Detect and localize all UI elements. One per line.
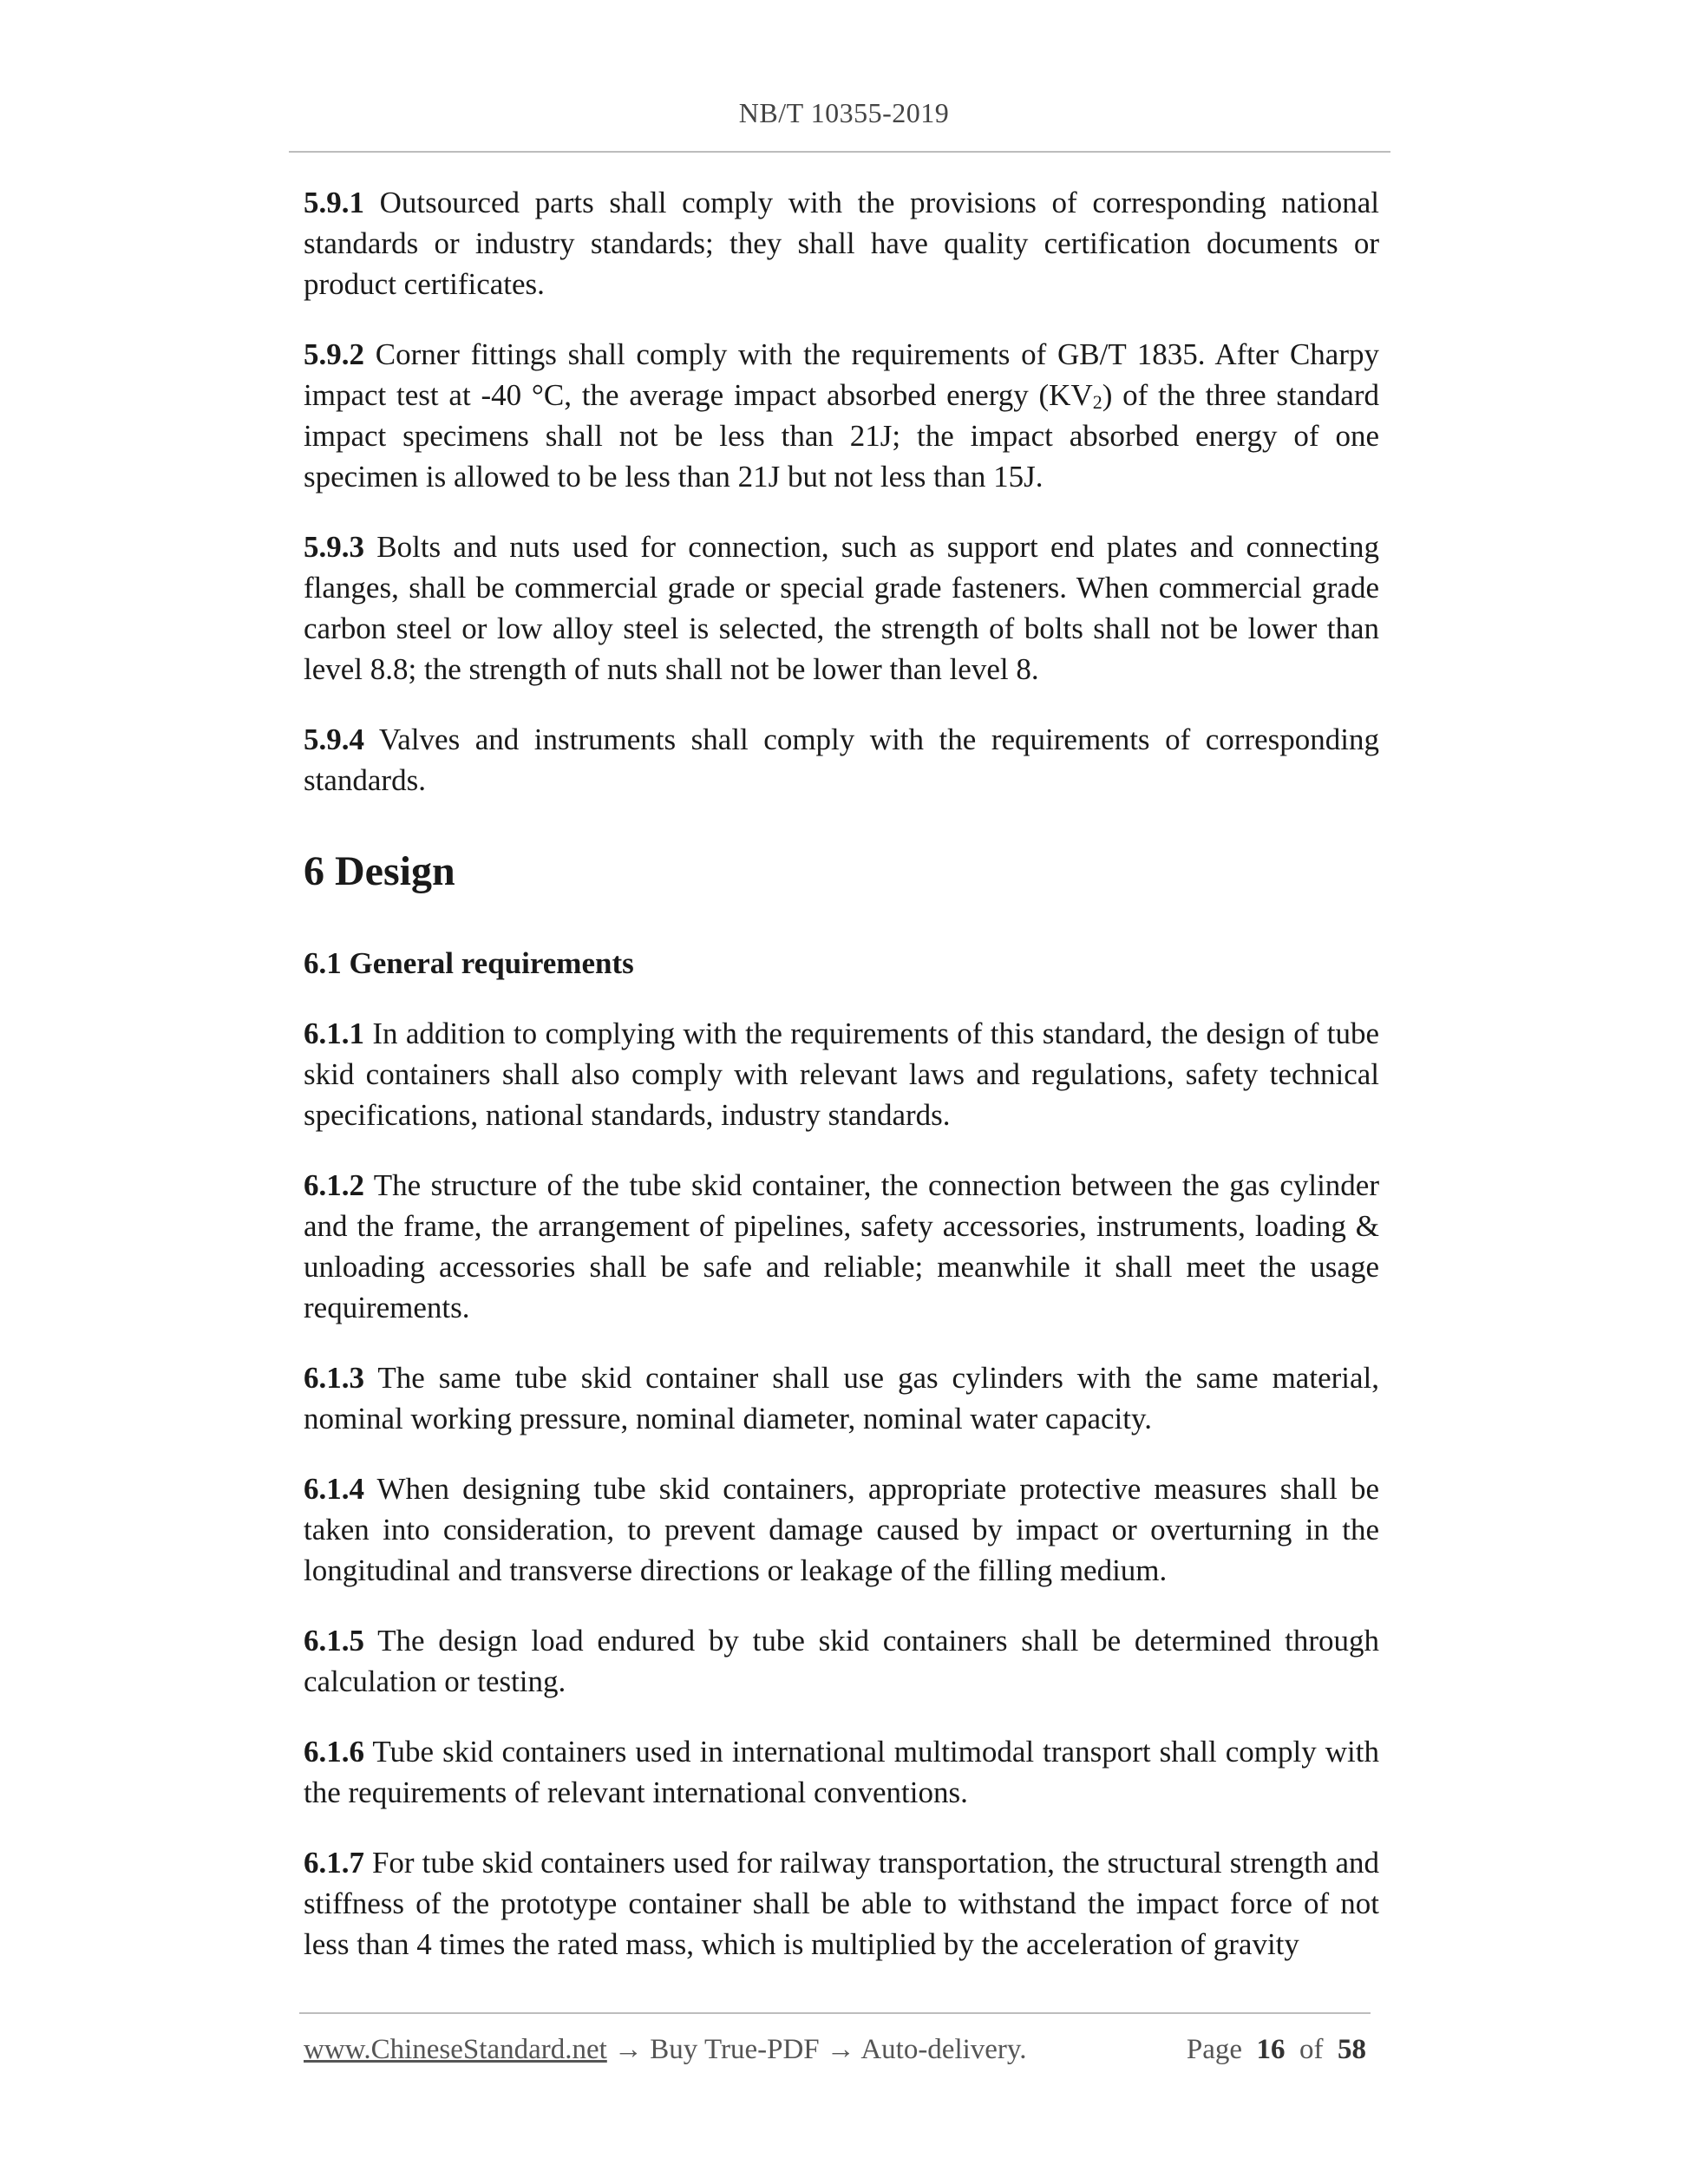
clause-5-9-2	[304, 334, 1379, 497]
footer-promo	[304, 2030, 1027, 2069]
clause-text: For tube skid containers used for railway transportation, the structural strength and stiffness of the prototype container shall be able to withstand the impact force of not less than 4 times the rated mass, which is multiplied by the acceleration of gravity	[304, 1846, 1379, 1961]
page-label: Page	[1186, 2034, 1242, 2065]
clause-number: 5.9.1	[304, 186, 364, 219]
clause-6-1-4	[304, 1468, 1379, 1591]
clause-number: 6.1.7	[304, 1846, 364, 1880]
clause-number: 6.1.5	[304, 1624, 364, 1658]
clause-text: In addition to complying with the requirements of this standard, the design of tube skid containers shall also comply with relevant laws and regulations, safety technical specifications, national standards, industry standards.	[304, 1017, 1379, 1132]
clause-6-1-6	[304, 1731, 1379, 1813]
document-id-header: NB/T 10355-2019	[738, 97, 950, 128]
header-divider	[289, 151, 1390, 153]
clause-text: The same tube skid container shall use gas cylinders with the same material, nominal working pressure, nominal diameter, nominal water capacity.	[304, 1361, 1379, 1435]
arrow-right-icon: →	[614, 2034, 644, 2065]
clause-text: The design load endured by tube skid containers shall be determined through calculation or testing.	[304, 1624, 1379, 1698]
clause-text: Corner fittings shall comply with the requirements of GB/T 1835. After Charpy impact test at -40 °C, the average impact absorbed energy (KV	[304, 337, 1379, 412]
chapter-heading: 6 Design	[304, 848, 455, 894]
clause-text: Valves and instruments shall comply with the requirements of corresponding standards.	[304, 723, 1379, 797]
clause-number: 6.1.6	[304, 1735, 364, 1769]
total-pages: 58	[1338, 2034, 1366, 2065]
subscript: 2	[1092, 391, 1102, 413]
clause-6-1-5	[304, 1620, 1379, 1702]
clause-number: 6.1.4	[304, 1472, 364, 1506]
clause-6-1-2	[304, 1165, 1379, 1328]
subsection-heading: 6.1 General requirements	[304, 946, 634, 980]
clause-text: Bolts and nuts used for connection, such as support end plates and connecting flanges, shall be commercial grade or special grade fasteners. When commercial grade carbon steel or low alloy steel is selected, the strength of bolts shall not be lower than level 8.8; the strength of nuts shall not be lower than level 8.	[304, 530, 1379, 686]
clause-6-1-7	[304, 1842, 1379, 1965]
clause-text: Tube skid containers used in international multimodal transport shall comply with the requirements of relevant international conventions.	[304, 1735, 1379, 1809]
page-indicator	[1187, 2030, 1366, 2069]
clause-number: 5.9.4	[304, 723, 364, 756]
current-page-number: 16	[1256, 2034, 1286, 2065]
clause-number: 6.1.2	[304, 1168, 364, 1202]
clause-number: 5.9.2	[304, 337, 364, 371]
footer-divider	[299, 2012, 1371, 2014]
clause-text: When designing tube skid containers, appropriate protective measures shall be taken into consideration, to prevent damage caused by impact or overturning in the longitudinal and transverse directions or leakage of the filling medium.	[304, 1472, 1379, 1587]
document-body	[304, 182, 1379, 1994]
clause-6-1-1	[304, 1013, 1379, 1135]
site-link[interactable]: www.ChineseStandard.net	[304, 2034, 607, 2065]
arrow-right-icon: →	[826, 2034, 855, 2065]
clause-5-9-1	[304, 182, 1379, 304]
clause-text-continued: ) of the three standard impact specimens shall not be less than 21J; the impact absorbed energy of one specimen is allowed to be less than 21J but not less than 15J.	[304, 378, 1379, 494]
clause-text: Outsourced parts shall comply with the provisions of corresponding national standards or industry standards; they shall have quality certification documents or product certificates.	[304, 186, 1379, 301]
clause-5-9-4	[304, 719, 1379, 801]
of-label: of	[1299, 2034, 1324, 2065]
clause-text: The structure of the tube skid container, the connection between the gas cylinder and the frame, the arrangement of pipelines, safety accessories, instruments, loading & unloading accessories shall be safe and reliable; meanwhile it shall meet the usage requirements.	[304, 1168, 1379, 1324]
buy-pdf-text: Buy True-PDF	[650, 2034, 820, 2065]
clause-5-9-3	[304, 526, 1379, 690]
auto-delivery-text: Auto-delivery.	[860, 2034, 1027, 2065]
clause-number: 6.1.3	[304, 1361, 364, 1395]
clause-number: 6.1.1	[304, 1017, 364, 1050]
clause-6-1-3	[304, 1357, 1379, 1439]
clause-number: 5.9.3	[304, 530, 364, 564]
